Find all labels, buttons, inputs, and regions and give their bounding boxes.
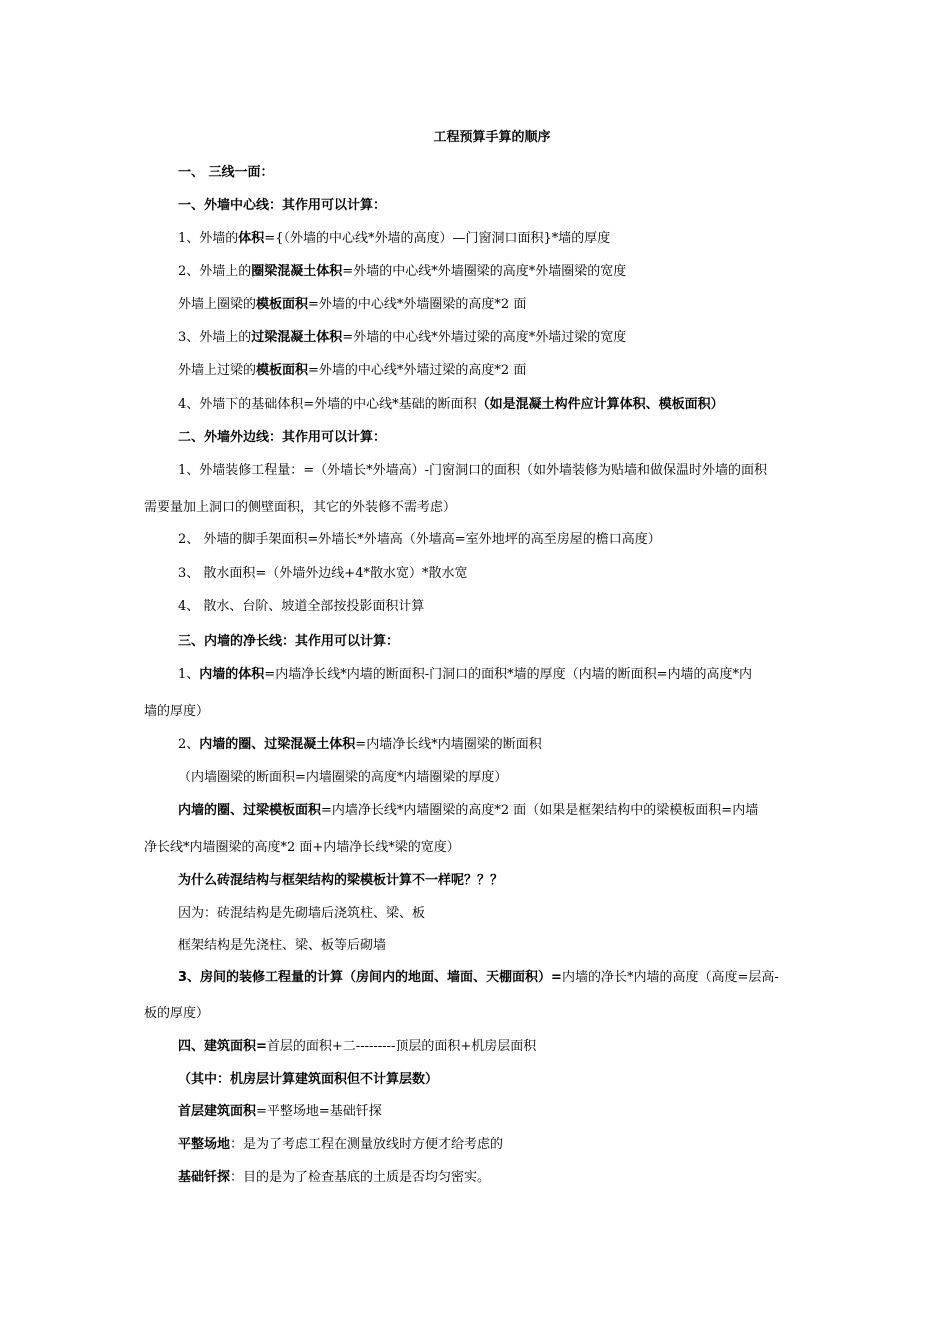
text-run: =外墙的中心线*外墙圈梁的高度*外墙圈梁的宽度 (342, 264, 627, 279)
text-run: =外墙的中心线*外墙圈梁的高度*2 面 (308, 297, 527, 312)
bold-text-run: 三、内墙的净长线：其作用可以计算： (178, 634, 400, 649)
bold-text-run: 内墙的圈、过梁混凝土体积 (199, 737, 356, 752)
text-line (178, 329, 818, 347)
text-line (178, 633, 818, 651)
bold-text-run: 内墙的圈、过梁模板面积 (178, 803, 322, 818)
text-line (178, 1038, 818, 1056)
text-run: 4、 散水、台阶、坡道全部按投影面积计算 (178, 599, 425, 614)
text-run: =外墙的中心线*外墙过梁的高度*2 面 (308, 363, 527, 378)
text-line (178, 736, 818, 754)
text-run: 1、 (178, 667, 200, 682)
bold-text-run: 一、外墙中心线：其作用可以计算： (178, 198, 387, 213)
text-run: 4、外墙下的基础体积=外墙的中心线*基础的断面积 (178, 397, 477, 412)
text-run: 框架结构是先浇柱、梁、板等后砌墙 (178, 938, 387, 953)
text-run: 净长线*内墙圈梁的高度*2 面+内墙净长线*梁的宽度） (144, 840, 460, 855)
text-run: 需要量加上洞口的侧壁面积，其它的外装修不需考虑） (144, 500, 457, 515)
text-line (178, 197, 818, 215)
text-line (144, 839, 784, 857)
text-run: 内墙的净长*内墙的高度（高度=层高- (561, 970, 779, 985)
text-run: 因为：砖混结构是先砌墙后浇筑柱、梁、板 (178, 906, 426, 921)
text-line (144, 703, 784, 721)
text-line (178, 969, 818, 987)
bold-text-run: 内墙的体积 (199, 667, 265, 682)
text-run: ：目的是为了检查基底的土质是否均匀密实。 (230, 1170, 491, 1185)
bold-text-run: 一、 三线一面： (178, 165, 274, 180)
text-run: 外墙上圈梁的 (178, 297, 257, 312)
text-run: =内墙净长线*内墙圈梁的断面积 (355, 737, 542, 752)
bold-text-run: 首层建筑面积 (178, 1104, 257, 1119)
text-line (178, 396, 818, 414)
text-line (178, 1103, 818, 1121)
text-run: =平整场地=基础钎探 (256, 1104, 382, 1119)
bold-text-run: 为什么砖混结构与框架结构的梁模板计算不一样呢？？？ (178, 873, 504, 888)
text-run: 板的厚度） (144, 1006, 210, 1021)
text-line (144, 499, 784, 517)
text-line (178, 937, 818, 955)
text-line (144, 1005, 784, 1023)
text-run: 2、 (178, 737, 200, 752)
bold-text-run: （其中：机房层计算建筑面积但不计算层数） (178, 1072, 439, 1087)
text-line (178, 429, 818, 447)
text-line (178, 666, 818, 684)
text-run: 2、外墙上的 (178, 264, 252, 279)
text-line (178, 1169, 818, 1187)
text-line (178, 230, 818, 248)
text-run: =内墙净长线*内墙圈梁的高度*2 面（如果是框架结构中的梁模板面积=内墙 (321, 803, 759, 818)
text-line (178, 263, 818, 281)
text-run: 墙的厚度） (144, 704, 210, 719)
document-title: 工程预算手算的顺序 (433, 130, 551, 145)
bold-text-run: 体积 (238, 231, 265, 246)
bold-text-run: 模板面积 (256, 363, 309, 378)
text-run: 首层的面积+二---------顶层的面积+机房层面积 (266, 1039, 537, 1054)
bold-text-run: 四、建筑面积= (178, 1039, 267, 1054)
text-run: ={（外墙的中心线*外墙的高度）—门窗洞口面积}*墙的厚度 (264, 231, 611, 246)
text-line (178, 565, 818, 583)
bold-text-run: 圈梁混凝土体积 (251, 264, 343, 279)
bold-text-run: （如是混凝土构件应计算体积、模板面积） (476, 397, 724, 412)
text-run: 1、外墙装修工程量：=（外墙长*外墙高）-门窗洞口的面积（如外墙装修为贴墙和做保温时外墙的面积 (178, 463, 768, 478)
bold-text-run: 模板面积 (256, 297, 309, 312)
text-line (178, 598, 818, 616)
text-line (178, 462, 818, 480)
bold-text-run: 平整场地 (178, 1137, 231, 1152)
bold-text-run: 基础钎探 (178, 1170, 231, 1185)
text-run: ：是为了考虑工程在测量放线时方便才给考虑的 (230, 1137, 504, 1152)
text-line (178, 164, 818, 182)
bold-text-run: 3、房间的装修工程量的计算（房间内的地面、墙面、天棚面积）= (178, 970, 562, 985)
text-line (178, 769, 818, 787)
text-line (178, 531, 818, 549)
text-line (178, 802, 818, 820)
text-run: 3、 散水面积=（外墙外边线+4*散水宽）*散水宽 (178, 566, 468, 581)
text-line (178, 1071, 818, 1089)
text-run: =外墙的中心线*外墙过梁的高度*外墙过梁的宽度 (342, 330, 627, 345)
text-line (178, 1136, 818, 1154)
text-run: （内墙圈梁的断面积=内墙圈梁的高度*内墙圈梁的厚度） (178, 770, 508, 785)
text-run: 外墙上过梁的 (178, 363, 257, 378)
text-run: 1、外墙的 (178, 231, 239, 246)
text-line (178, 362, 818, 380)
text-run: 2、 外墙的脚手架面积=外墙长*外墙高（外墙高=室外地坪的高至房屋的檐口高度） (178, 532, 661, 547)
text-run: =内墙净长线*内墙的断面积-门洞口的面积*墙的厚度（内墙的断面积=内墙的高度*内 (264, 667, 752, 682)
text-line (178, 872, 818, 890)
text-run: 3、外墙上的 (178, 330, 252, 345)
text-line (178, 296, 818, 314)
text-line (178, 905, 818, 923)
bold-text-run: 过梁混凝土体积 (251, 330, 343, 345)
bold-text-run: 二、外墙外边线：其作用可以计算： (178, 430, 387, 445)
